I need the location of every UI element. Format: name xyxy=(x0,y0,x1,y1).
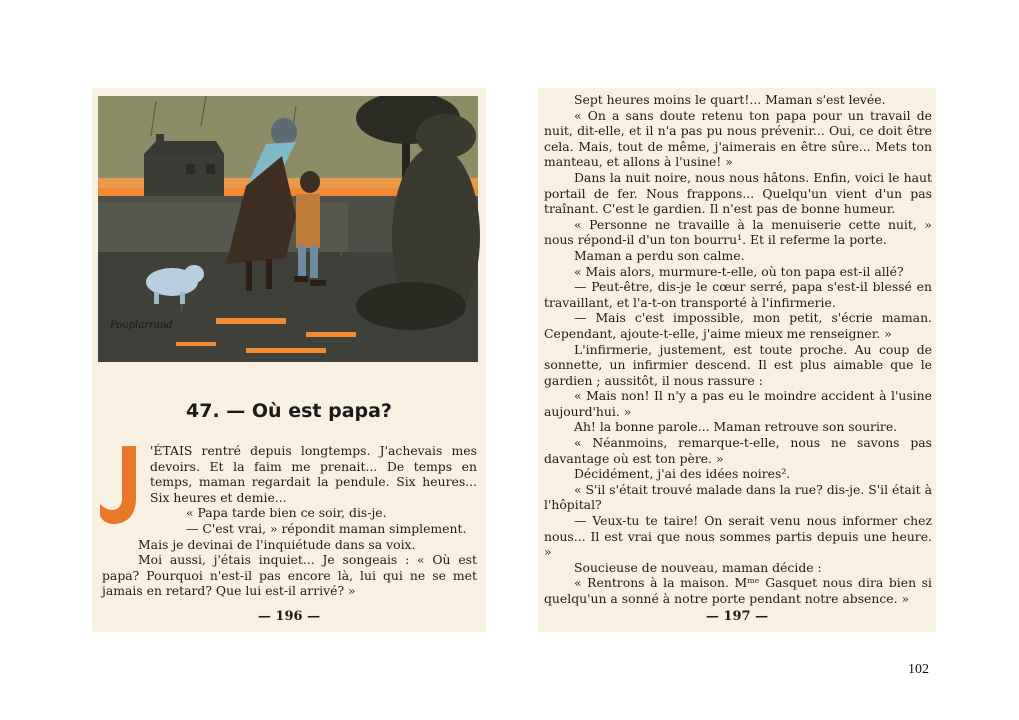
paragraph-2: « On a sans doute retenu ton papa pour un travail de nuit, dit-elle, et il n'a pas pu nous prévenir... Oui, ce doit être cela. Mais, tout de même, j'aimerais en être sûre... Mets ton manteau, et allons à l'usine! » xyxy=(544,107,932,170)
paragraph-5: Maman a perdu son calme. xyxy=(574,247,745,263)
right-page xyxy=(538,88,936,632)
paragraph-14: « S'il s'était trouvé malade dans la rue? dis-je. S'il était à l'hôpital? xyxy=(544,481,932,513)
sheet-number: 102 xyxy=(908,662,929,677)
left-page xyxy=(92,88,486,632)
paragraph-1: Sept heures moins le quart!... Maman s'est levée. xyxy=(574,92,886,107)
page-number-right: — 197 — xyxy=(705,609,769,624)
paragraph-4: Mais je devinai de l'inquiétude dans sa voix. xyxy=(138,536,416,552)
illustration xyxy=(96,96,482,378)
illustration-drawing xyxy=(96,96,482,378)
left-page-text xyxy=(92,443,486,599)
paragraph-9: L'infirmerie, justement, est toute proche. Au coup de sonnette, un infirmier descend. Il est plus aimable que le gardien ; aussitôt, il nous rassure : xyxy=(544,341,932,388)
paragraph-3: Dans la nuit noire, nous nous hâtons. Enfin, voici le haut portail de fer. Nous frappons... Quelqu'un vient d'un pas traînant. C'est le gardien. Il n'est pas de bonne humeur. xyxy=(544,169,932,217)
paragraph-15: — Veux-tu te taire! On serait venu nous informer chez nous... Il est vrai que nous sommes partis depuis une heure. » xyxy=(544,513,932,560)
paragraph-5: Moi aussi, j'étais inquiet... Je songeais : « Où est papa? Pourquoi n'est-il pas encore là, lui qui ne se met jamais en retard? Que lui est-il arrivé? » xyxy=(102,552,477,599)
paragraph-6: « Mais alors, murmure-t-elle, où ton papa est-il allé? xyxy=(574,263,904,279)
paragraph-17: « Rentrons à la maison. Mᵐᵉ Gasquet nous dira bien si quelqu'un a sonné à notre porte pendant notre absence. » xyxy=(544,575,932,606)
right-page-text xyxy=(544,92,932,607)
paragraph-1: 'ÉTAIS rentré depuis longtemps. J'achevais mes devoirs. Et la faim me prenait... De temps en temps, maman regardait la pendule. Six heures... Six heures et demie... xyxy=(150,443,477,505)
paragraph-3: — C'est vrai, » répondit maman simplement. xyxy=(186,520,467,536)
paragraph-7: — Peut-être, dis-je le cœur serré, papa s'est-il blessé en travaillant, et l'a-t-on transporté à l'infirmerie. xyxy=(544,279,932,310)
page-number-left: — 196 — xyxy=(257,609,321,624)
paragraph-11: Ah! la bonne parole... Maman retrouve son sourire. xyxy=(574,419,898,435)
paragraph-4: « Personne ne travaille à la menuiserie cette nuit, » nous répond-il d'un ton bourru¹. Et il referme la porte. xyxy=(544,216,932,248)
paragraph-13: Décidément, j'ai des idées noires². xyxy=(574,466,791,482)
artist-signature: Pouplarrand xyxy=(110,320,173,331)
chapter-title: 47. — Où est papa? xyxy=(186,400,392,422)
paragraph-12: « Néanmoins, remarque-t-elle, nous ne savons pas davantage où est ton père. » xyxy=(544,435,932,466)
paragraph-10: « Mais non! Il n'y a pas eu le moindre accident à l'usine aujourd'hui. » xyxy=(544,388,932,419)
paragraph-16: Soucieuse de nouveau, maman décide : xyxy=(574,559,822,575)
paragraph-2: « Papa tarde bien ce soir, dis-je. xyxy=(186,505,387,521)
paragraph-8: — Mais c'est impossible, mon petit, s'écrie maman. Cependant, ajoute-t-elle, j'aime mieux me renseigner. » xyxy=(544,310,932,341)
